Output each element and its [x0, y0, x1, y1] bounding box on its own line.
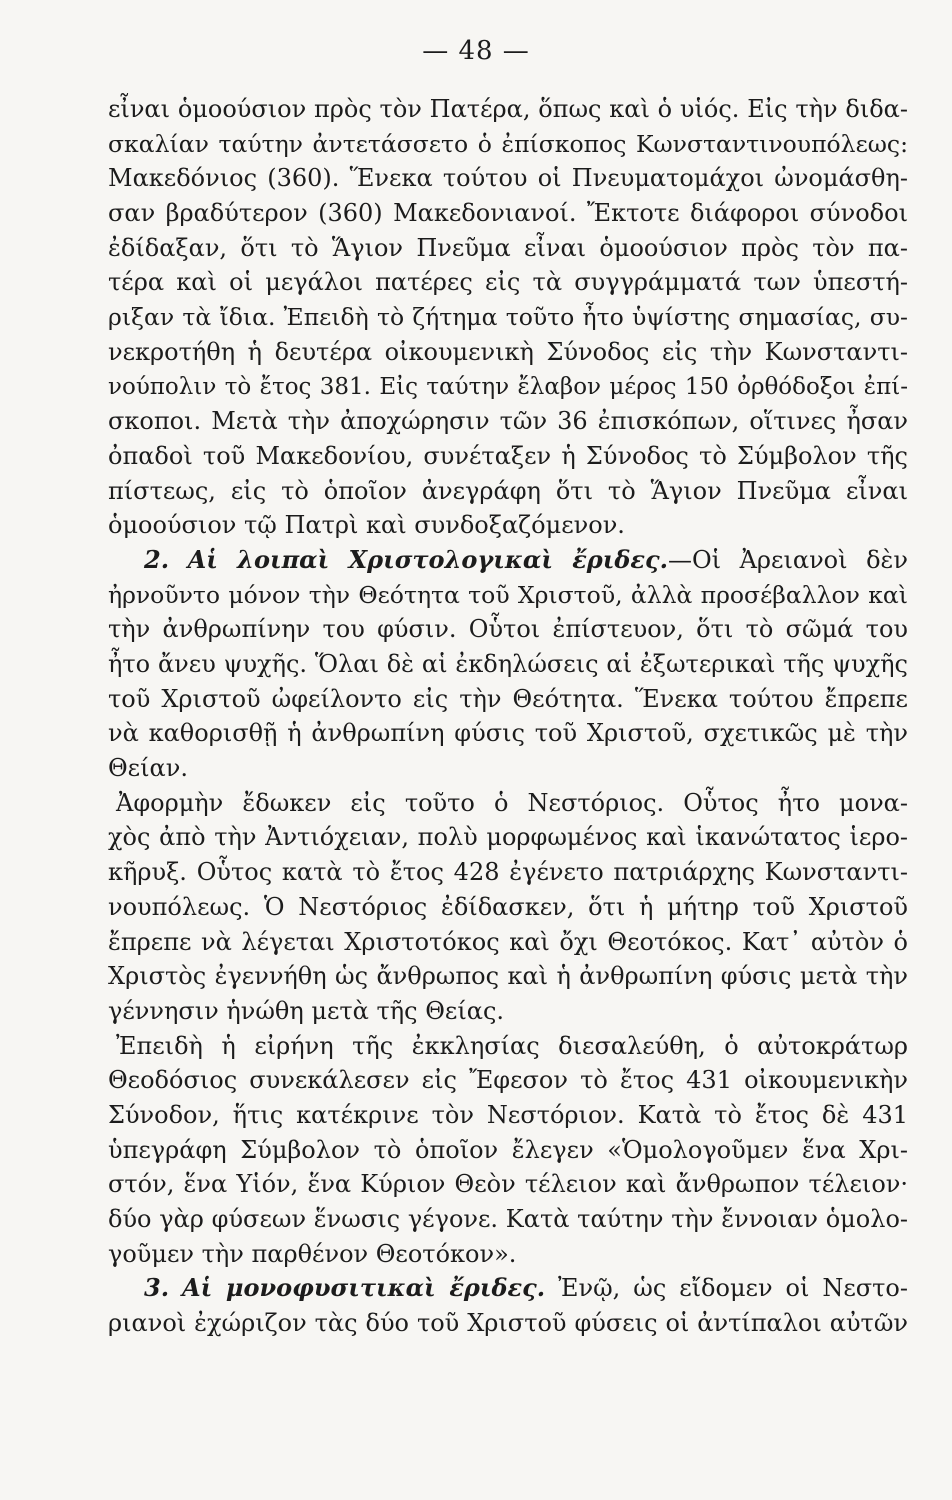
text-line: νουπόλεως. Ὁ Νεστόριος ἐδίδασκεν, ὅτι ἡ μήτηρ τοῦ Χριστοῦ: [108, 892, 908, 921]
text-line: ἦτο ἄνευ ψυχῆς. Ὅλαι δὲ αἱ ἐκδηλώσεις αἱ ἐξωτερικαὶ τῆς ψυχῆς: [108, 650, 908, 678]
body-text: [108, 92, 908, 1341]
text-line: γοῦμεν τὴν παρθένον Θεοτόκον».: [108, 1239, 517, 1268]
section-heading-line: [108, 1271, 908, 1306]
text-line: σαν βραδύτερον (360) Μακεδονιανοί. Ἔκτοτε διάφοροι σύνοδοι: [108, 199, 908, 228]
section-title: Αἱ λοιπαὶ Χριστολογικαὶ ἔριδες.: [187, 544, 668, 574]
text-line: τὴν ἀνθρωπίνην του φύσιν. Οὗτοι ἐπίστευον, ὅτι τὸ σῶμά του: [108, 615, 908, 644]
text-line: Χριστὸς ἐγεννήθη ὡς ἄνθρωπος καὶ ἡ ἀνθρωπίνη φύσις μετὰ τὴν: [108, 962, 908, 991]
text-line: Ἀφορμὴν ἔδωκεν εἰς τοῦτο ὁ Νεστόριος. Οὗτος ἦτο μονα-: [116, 788, 908, 817]
text-line: ἔπρεπε νὰ λέγεται Χριστοτόκος καὶ ὄχι Θεοτόκος. Κατ᾿ αὐτὸν ὁ: [108, 927, 908, 956]
text-line: τοῦ Χριστοῦ ὠφείλοντο εἰς τὴν Θεότητα. Ἕνεκα τούτου ἔπρεπε: [108, 684, 908, 713]
text-line: σκοποι. Μετὰ τὴν ἀποχώρησιν τῶν 36 ἐπισκόπων, οἵτινες ἦσαν: [108, 407, 908, 436]
text-line: Ἐνῷ, ὡς εἴδομεν οἱ Νεστο-: [558, 1274, 908, 1303]
text-line: Μακεδόνιος (360). Ἕνεκα τούτου οἱ Πνευματομάχοι ὠνομάσθη-: [108, 164, 908, 193]
text-line: Θείαν.: [108, 754, 188, 783]
text-line: τέρα καὶ οἱ μεγάλοι πατέρες εἰς τὰ συγγράμματά των ὑπεστή-: [108, 268, 908, 297]
text-line: ὀπαδοὶ τοῦ Μακεδονίου, συνέταξεν ἡ Σύνοδος τὸ Σύμβολον τῆς: [108, 441, 908, 470]
text-line: Θεοδόσιος συνεκάλεσεν εἰς Ἔφεσον τὸ ἔτος 431 οἰκουμενικὴν: [108, 1066, 908, 1095]
text-line: πίστεως, εἰς τὸ ὁποῖον ἀνεγράφη ὅτι τὸ Ἅγιον Πνεῦμα εἶναι: [108, 476, 908, 505]
text-line: ριανοὶ ἐχώριζον τὰς δύο τοῦ Χριστοῦ φύσεις οἱ ἀντίπαλοι αὐτῶν: [108, 1309, 908, 1338]
text-line: κῆρυξ. Οὗτος κατὰ τὸ ἔτος 428 ἐγένετο πατριάρχης Κωνσταντι-: [108, 858, 908, 887]
section-title: Αἱ μονοφυσιτικαὶ ἔριδες.: [182, 1273, 546, 1303]
text-line: ὁμοούσιον τῷ Πατρὶ καὶ συνδοξαζόμενον.: [108, 511, 625, 540]
text-line: νούπολιν τὸ ἔτος 381. Εἰς ταύτην ἔλαβον μέρος 150 ὀρθόδοξοι ἐπί-: [108, 373, 908, 400]
text-line: Ἐπειδὴ ἡ εἰρήνη τῆς ἐκκλησίας διεσαλεύθη, ὁ αὐτοκράτωρ: [116, 1031, 908, 1060]
text-line: ἐδίδαξαν, ὅτι τὸ Ἅγιον Πνεῦμα εἶναι ὁμοούσιον πρὸς τὸν πα-: [108, 233, 908, 262]
text-line: γέννησιν ἡνώθη μετὰ τῆς Θείας.: [108, 996, 505, 1025]
section-number: 3.: [144, 1273, 170, 1303]
section-number: 2.: [144, 544, 170, 574]
text-line: νεκροτήθη ἡ δευτέρα οἰκουμενικὴ Σύνοδος εἰς τὴν Κωνσταντι-: [108, 337, 908, 366]
text-line: εἶναι ὁμοούσιον πρὸς τὸν Πατέρα, ὅπως καὶ ὁ υἱός. Εἰς τὴν διδα-: [108, 95, 908, 123]
text-line: —Οἱ Ἀρειανοὶ δὲν: [667, 545, 908, 574]
text-line: ἠρνοῦντο μόνον τὴν Θεότητα τοῦ Χριστοῦ, ἀλλὰ προσέβαλλον καὶ: [108, 580, 908, 609]
text-line: ριξαν τὰ ἴδια. Ἐπειδὴ τὸ ζήτημα τοῦτο ἦτο ὑψίστης σημασίας, συ-: [108, 303, 908, 332]
text-line: δύο γὰρ φύσεων ἕνωσις γέγονε. Κατὰ ταύτην τὴν ἔννοιαν ὁμολο-: [108, 1205, 908, 1233]
text-line: Σύνοδον, ἥτις κατέκρινε τὸν Νεστόριον. Κατὰ τὸ ἔτος δὲ 431: [108, 1100, 908, 1129]
text-line: σκαλίαν ταύτην ἀντετάσσετο ὁ ἐπίσκοπος Κωνσταντινουπόλεως:: [108, 129, 908, 158]
section-heading-line: [108, 543, 908, 578]
text-line: χὸς ἀπὸ τὴν Ἀντιόχειαν, πολὺ μορφωμένος καὶ ἱκανώτατος ἱερο-: [108, 823, 908, 852]
text-line: στόν, ἕνα Υἱόν, ἕνα Κύριον Θεὸν τέλειον καὶ ἄνθρωπον τέλειον·: [108, 1170, 908, 1199]
page-number: — 48 —: [422, 36, 530, 66]
text-line: ὑπεγράφη Σύμβολον τὸ ὁποῖον ἔλεγεν «Ὁμολογοῦμεν ἕνα Χρι-: [108, 1135, 908, 1164]
text-line: νὰ καθορισθῇ ἡ ἀνθρωπίνη φύσις τοῦ Χριστοῦ, σχετικῶς μὲ τὴν: [108, 719, 908, 748]
